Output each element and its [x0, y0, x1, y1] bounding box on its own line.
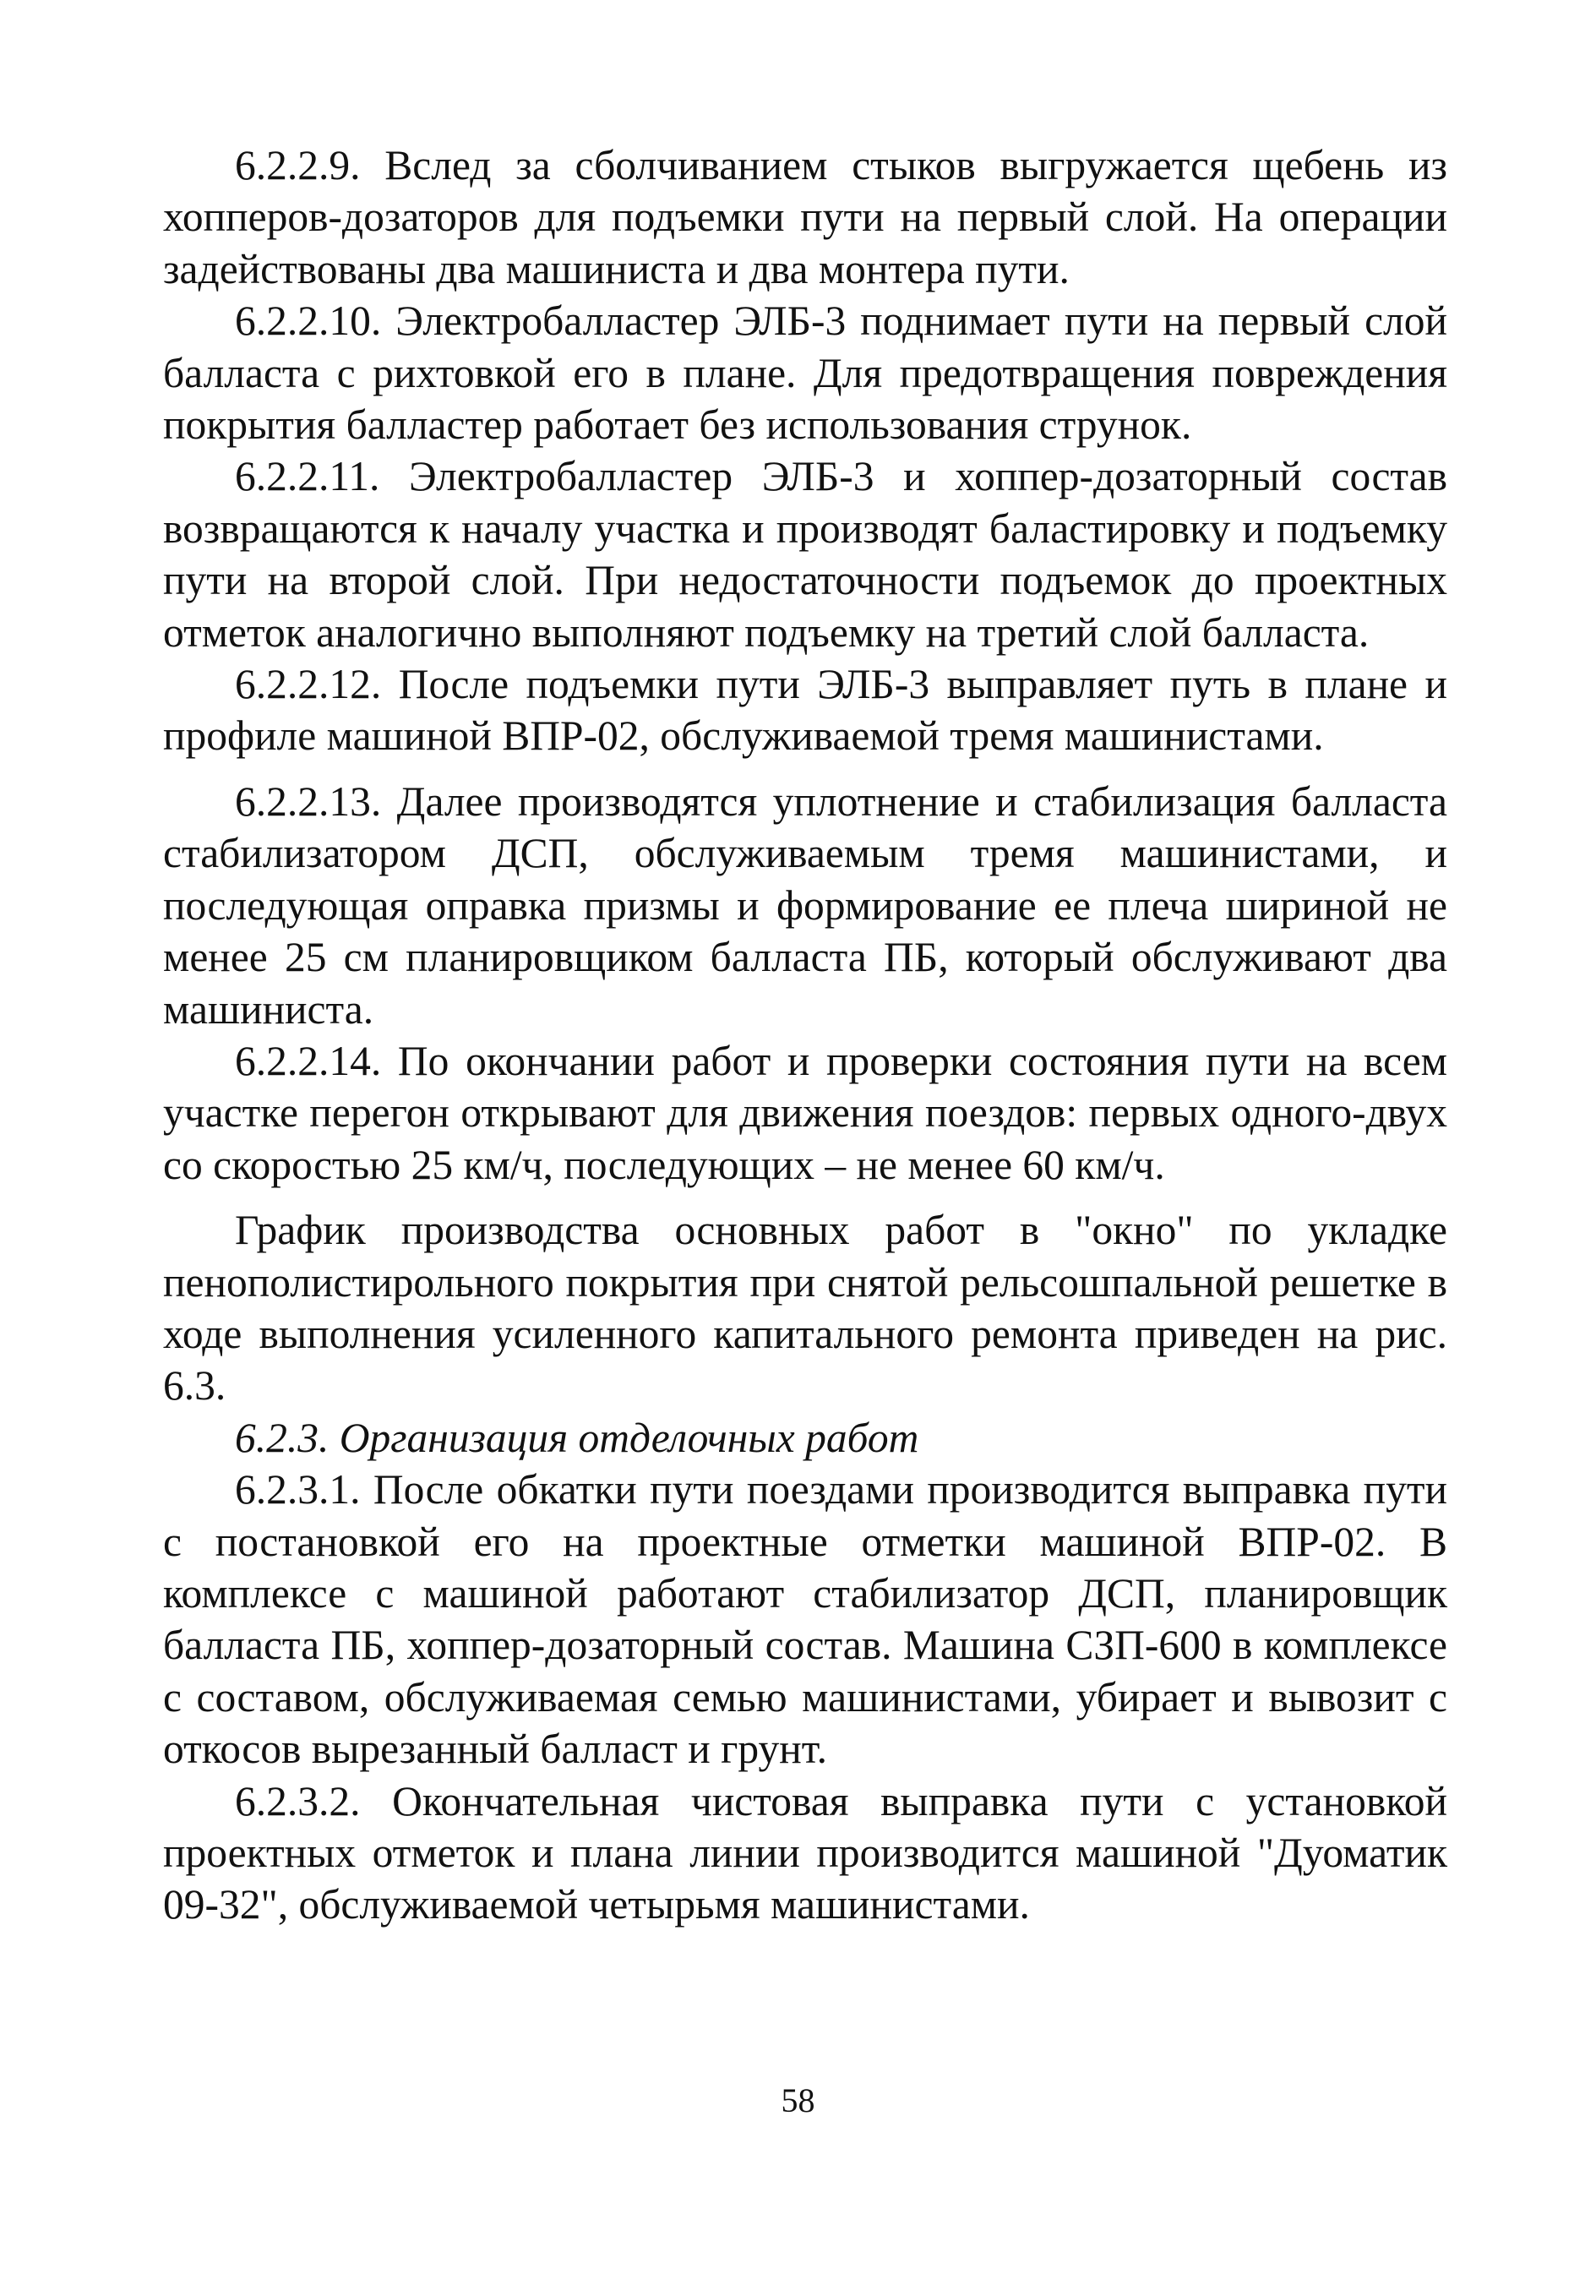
paragraph-6-2-2-11: 6.2.2.11. Электробалластер ЭЛБ-3 и хоппер-дозаторный состав возвращаются к началу участка и производят баластировку и подъемку пути на второй слой. При недостаточности подъемок до проектных отметок аналогично выполняют подъемку на третий слой балласта. — [163, 453, 1447, 656]
page-number: 58 — [781, 2081, 815, 2119]
paragraph-6-2-2-10: 6.2.2.10. Электробалластер ЭЛБ-3 поднимает пути на первый слой балласта с рихтовкой его в плане. Для предотвращения повреждения покрытия балластер работает без использования струнок. — [163, 297, 1447, 449]
section-heading-6-2-3: 6.2.3. Организация отделочных работ — [235, 1414, 919, 1461]
paragraph-6-2-3-1: 6.2.3.1. После обкатки пути поездами производится выправка пути с постановкой его на проектные отметки машиной ВПР-02. В комплексе с машиной работают стабилизатор ДСП, планировщик балласта ПБ, хоппер-дозаторный состав. Машина СЗП-600 в комплексе с составом, обслуживаемая семью машинистами, убирает и вывозит с откосов вырезанный балласт и грунт. — [163, 1466, 1447, 1773]
paragraph-6-2-2-14: 6.2.2.14. По окончании работ и проверки состояния пути на всем участке перегон открывают для движения поездов: первых одного-двух со скоростью 25 км/ч, последующих – не менее 60 км/ч. — [163, 1037, 1447, 1188]
paragraph-6-2-2-13: 6.2.2.13. Далее производятся уплотнение и стабилизация балласта стабилизатором ДСП, обслуживаемым тремя машинистами, и последующая оправка призмы и формирование ее плеча шириной не менее 25 см планировщиком балласта ПБ, который обслуживают два машиниста. — [163, 777, 1447, 1033]
document-page — [163, 139, 1447, 1931]
paragraph-6-2-3-2: 6.2.3.2. Окончательная чистовая выправка пути с установкой проектных отметок и плана линии производится машиной "Дуоматик 09-32", обслуживаемой четырьмя машинистами. — [163, 1777, 1447, 1928]
paragraph-schedule-reference: График производства основных работ в "окно" по укладке пенополистирольного покрытия при снятой рельсошпальной решетке в ходе выполнения усиленного капитального ремонта приведен на рис. 6.3. — [163, 1207, 1447, 1410]
paragraph-6-2-2-12: 6.2.2.12. После подъемки пути ЭЛБ-3 выправляет путь в плане и профиле машиной ВПР-02, обслуживаемой тремя машинистами. — [163, 661, 1447, 760]
paragraph-6-2-2-9: 6.2.2.9. Вслед за сболчиванием стыков выгружается щебень из хопперов-дозаторов для подъемки пути на первый слой. На операции задействованы два машиниста и два монтера пути. — [163, 142, 1447, 292]
